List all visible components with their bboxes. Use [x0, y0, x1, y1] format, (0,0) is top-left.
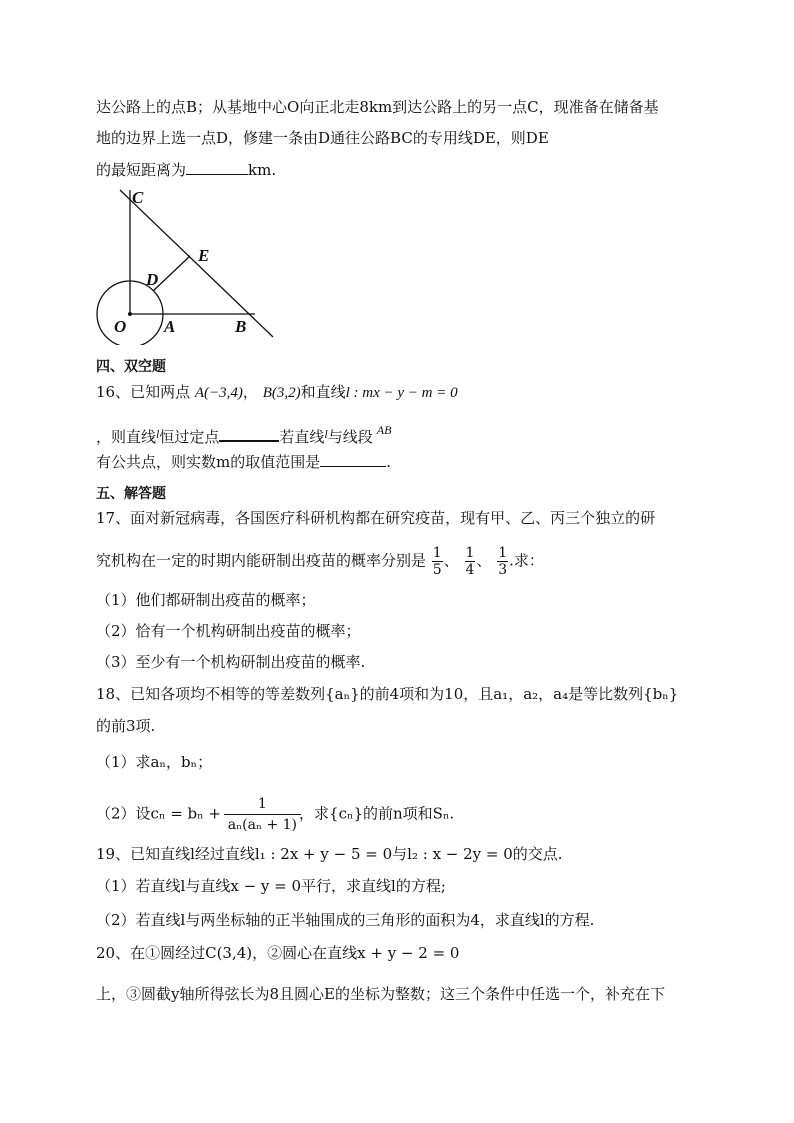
q17-sub-1: （1）他们都研制出疫苗的概率；	[96, 591, 316, 609]
fraction-3	[497, 545, 508, 578]
q17-sub-2: （2）恰有一个机构研制出疫苗的概率；	[96, 622, 361, 640]
q17-text-b: .求：	[509, 551, 544, 570]
q16-separator: ，	[242, 383, 258, 401]
q15-unit: km.	[248, 161, 277, 179]
q16-text-b: 恒过定点	[159, 428, 220, 446]
q16-line-word: 和直线	[300, 383, 346, 401]
q18-sub2-text-b: ，求{cₙ}的前n项和Sₙ.	[299, 804, 455, 823]
q17-text-a: 究机构在一定的时期内能研制出疫苗的概率分别是	[96, 551, 427, 570]
label-D: D	[146, 270, 159, 289]
symbol-l-2: l	[324, 427, 328, 441]
segment-AB: AB	[376, 423, 392, 437]
segment-DE	[153, 256, 190, 291]
q16-text-c: 若直线	[279, 428, 325, 446]
answer-blank	[186, 160, 248, 175]
road-BC	[120, 190, 273, 337]
q16-period: .	[386, 453, 392, 471]
q15-line-1: 达公路上的点B；从基地中心O向正北走8km到达公路上的另一点C，现准备在储备基	[96, 98, 659, 116]
fraction-1	[432, 545, 443, 578]
q18-frac-num: 1	[224, 794, 301, 815]
answer-blank-2	[320, 452, 386, 467]
q17-line-2: 究机构在一定的时期内能研制出疫苗的概率分别是 $\frac{1}{5}$ 、 $\frac{1}{4}$ 、 $\frac{1}{3}$ .求：	[96, 545, 544, 578]
frac1-num: 1	[432, 545, 442, 561]
line-equation: l : mx − y − m = 0	[345, 385, 458, 401]
q17-sub-3: （3）至少有一个机构研制出疫苗的概率.	[96, 653, 366, 671]
section-heading-solutions: 五、解答题	[96, 486, 166, 502]
q16-text-d: 与线段	[327, 428, 373, 446]
q16-text-e: 有公共点，则实数m的取值范围是	[96, 453, 321, 471]
fraction-2	[465, 545, 476, 578]
symbol-l: l	[156, 427, 160, 441]
q16-line-3	[96, 452, 391, 472]
frac2-num: 1	[465, 545, 475, 561]
q18-sub2-text-a: （2）设cₙ = bₙ +	[96, 804, 221, 823]
label-E: E	[198, 246, 210, 265]
q20-line-2: 上，③圆截y轴所得弦长为8且圆心E的坐标为整数；这三个条件中任选一个，补充在下	[96, 985, 665, 1003]
q15-geometry-figure	[90, 185, 290, 345]
q17-line-1: 17、面对新冠病毒，各国医疗科研机构都在研究疫苗，现有甲、乙、丙三个独立的研	[96, 509, 656, 527]
q18-line-1: 18、已知各项均不相等的等差数列{aₙ}的前4项和为10，且a₁，a₂，a₄是等比数列{bₙ}	[96, 685, 679, 703]
q19-line-1: 19、已知直线l经过直线l₁ : 2x + y − 5 = 0与l₂ : x − 2y = 0的交点.	[96, 845, 563, 863]
point-A: A(−3,4)	[194, 385, 243, 401]
q18-frac-den: aₙ(aₙ + 1)	[227, 817, 298, 833]
section-heading-double-blank: 四、双空题	[96, 359, 166, 375]
q16-line-2	[96, 420, 391, 447]
frac1-den: 5	[432, 562, 442, 578]
frac3-den: 3	[498, 562, 508, 578]
q15-line-3-text: 的最短距离为	[96, 161, 187, 179]
label-A: A	[164, 317, 176, 336]
q16-intro: 16、已知两点	[96, 383, 191, 401]
label-O: O	[114, 317, 127, 336]
frac3-num: 1	[498, 545, 508, 561]
q16-line-1	[96, 382, 458, 403]
label-B: B	[235, 317, 247, 336]
q18-sub-2	[96, 794, 454, 835]
q18-fraction	[228, 794, 297, 835]
q15-line-3	[96, 160, 276, 180]
center-point	[128, 312, 132, 316]
q19-sub-2: （2）若直线l与两坐标轴的正半轴围成的三角形的面积为4，求直线l的方程.	[96, 911, 595, 929]
q15-line-2: 地的边界上选一点D，修建一条由D通往公路BC的专用线DE，则DE	[96, 129, 549, 147]
q20-line-1: 20、在①圆经过C(3,4)，②圆心在直线x + y − 2 = 0	[96, 944, 460, 962]
label-C: C	[132, 188, 144, 207]
q19-sub-1: （1）若直线l与直线x − y = 0平行，求直线l的方程;	[96, 877, 446, 895]
answer-blank-1	[219, 426, 279, 442]
point-B: B(3,2)	[262, 385, 301, 401]
q18-line-2: 的前3项.	[96, 717, 156, 735]
q16-text-a: ，则直线	[96, 428, 157, 446]
q18-sub-1: （1）求aₙ，bₙ；	[96, 753, 213, 771]
frac2-den: 4	[465, 562, 475, 578]
